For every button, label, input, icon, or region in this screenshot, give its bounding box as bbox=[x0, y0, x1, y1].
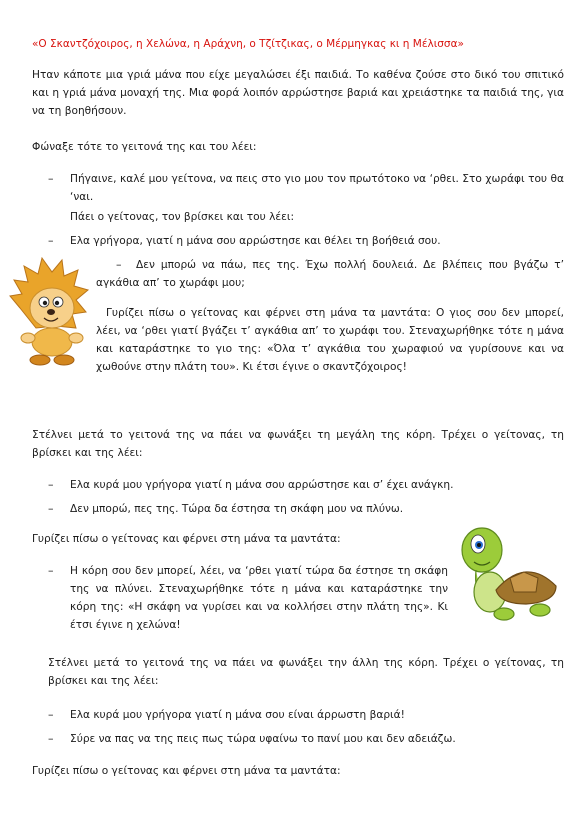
neighbor-returns-again-line: Γυρίζει πίσω ο γείτονας και φέρνει στη μάνα τα μαντάτα: bbox=[32, 765, 341, 777]
hedgehog-illustration bbox=[6, 250, 94, 370]
neighbor-urges-son-dialog: Ελα γρήγορα, γιατί η μάνα σου αρρώστησε και θέλει τη βοήθειά σου. bbox=[70, 235, 441, 247]
dialog-dash: – bbox=[48, 708, 54, 721]
dialog-dash: – bbox=[116, 258, 122, 271]
son-refuses-dialog: Δεν μπορώ να πάω, πες της. Έχω πολλή δουλειά. Δε βλέπεις που βγάζω τ’ αγκάθια απ’ το χωράφι μου; bbox=[96, 259, 564, 289]
neighbor-urges-daughter-dialog: Ελα κυρά μου γρήγορα γιατί η μάνα σου αρρώστησε και σ’ έχει ανάγκη. bbox=[70, 479, 454, 491]
story-title: «Ο Σκαντζόχοιρος, η Χελώνα, η Αράχνη, ο Τζίτζικας, ο Μέρμηγκας κι η Μέλισσα» bbox=[32, 38, 464, 50]
daughter-refuses-dialog: Δεν μπορώ, πες της. Τώρα δα έστησα τη σκάφη μου να πλύνω. bbox=[70, 503, 404, 515]
send-other-daughter-paragraph: Στέλνει μετά το γειτονά της να πάει να φωνάξει την άλλη της κόρη. Τρέχει ο γείτονας, τη βρίσκει και της λέει: bbox=[48, 657, 564, 687]
dialog-dash: – bbox=[48, 502, 54, 515]
neighbor-finds-son-line: Πάει ο γείτονας, τον βρίσκει και του λέει: bbox=[70, 211, 295, 223]
dialog-dash: – bbox=[48, 478, 54, 491]
call-neighbor-paragraph: Φώναξε τότε το γειτονά της και του λέει: bbox=[32, 141, 257, 153]
neighbor-urges-second-daughter-dialog: Ελα κυρά μου γρήγορα γιατί η μάνα σου είναι άρρωστη βαριά! bbox=[70, 709, 405, 721]
second-daughter-refuses-dialog: Σύρε να πας να της πεις πως τώρα υφαίνω το πανί μου και δεν αδειάζω. bbox=[70, 733, 456, 745]
send-eldest-daughter-paragraph: Στέλνει μετά το γειτονά της να πάει να φωνάξει τη μεγάλη της κόρη. Τρέχει ο γείτονας, τη βρίσκει και της λέει: bbox=[32, 429, 564, 459]
hedgehog-curse-paragraph: Γυρίζει πίσω ο γείτονας και φέρνει στη μάνα τα μαντάτα: Ο γιος σου δεν μπορεί, λέει, να ‘ρθει γιατί βγάζει τ’ αγκάθια απ’ το χωράφι του. Στεναχωρήθηκε τότε η μάνα και καταράστηκε το γιο της: «Όλα τ’ αγκάθια του χωραφιού να γυρίσουνε και να χωθούνε στην πλάτη του». Κι έτσι έγινε ο σκαντζόχοιρος! bbox=[96, 307, 564, 373]
intro-paragraph: Ηταν κάποτε μια γριά μάνα που είχε μεγαλώσει έξι παιδιά. Το καθένα ζούσε στο δικό του σπιτικό και η γριά μάνα μοναχή της. Μια φορά λοιπόν αρρώστησε βαριά και χρειάστηκε τα παιδιά της, για να τη βοηθήσουν. bbox=[32, 69, 564, 117]
turtle-illustration bbox=[452, 520, 564, 624]
neighbor-returns-line: Γυρίζει πίσω ο γείτονας και φέρνει στη μάνα τα μαντάτα: bbox=[32, 533, 341, 545]
dialog-dash: – bbox=[48, 172, 54, 185]
tortoise-curse-paragraph: Η κόρη σου δεν μπορεί, λέει, να ‘ρθει γιατί τώρα δα έστησε τη σκάφη της να πλύνει. Στεναχωρήθηκε τότε η μάνα και καταράστηκε την κόρη της: «Η σκάφη να γυρίσει και να κολλήσει στην πλάτη της». Κι έτσι έγινε η χελώνα! bbox=[70, 565, 448, 631]
dialog-dash: – bbox=[48, 234, 54, 247]
dialog-dash: – bbox=[48, 732, 54, 745]
dialog-dash: – bbox=[48, 564, 54, 577]
son-request-dialog: Πήγαινε, καλέ μου γείτονα, να πεις στο γιο μου τον πρωτότοκο να ‘ρθει. Στο χωράφι του θα ‘ναι. bbox=[70, 173, 564, 203]
